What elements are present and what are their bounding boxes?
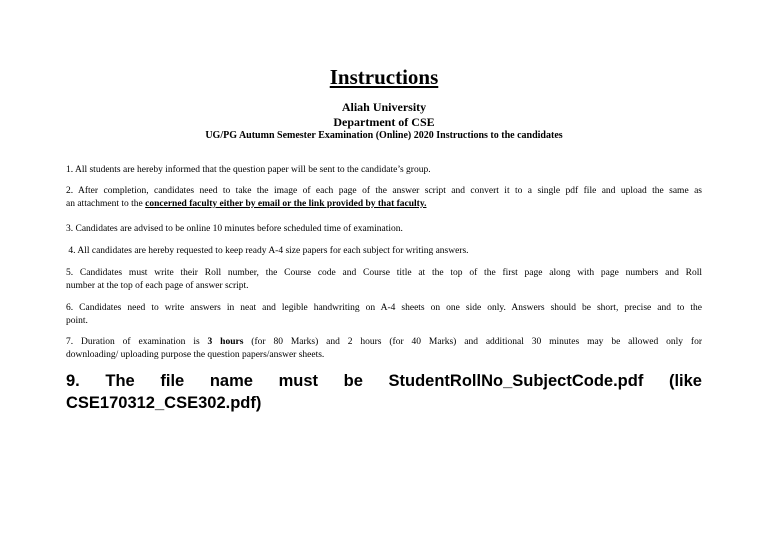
instruction-item-9-line-1: 9. The file name must be StudentRollNo_SubjectCode.pdf (like — [66, 372, 702, 390]
instruction-item-7-line-1 — [66, 336, 702, 349]
page-title: Instructions — [329, 65, 439, 89]
instruction-item-9 — [66, 370, 702, 414]
instruction-item-4-text: 4. All candidates are hereby requested to keep ready A-4 size papers for each subject for writing answers. — [66, 246, 469, 256]
department-name: Department of CSE — [333, 115, 435, 129]
instruction-item-1 — [66, 164, 702, 177]
university-name: Aliah University — [341, 100, 427, 114]
instruction-item-5-line-2: number at the top of each page of answer script. — [66, 281, 249, 291]
instruction-item-6 — [66, 302, 702, 328]
instruction-item-2-line-1: 2. After completion, candidates need to take the image of each page of the answer script and convert it to a single pdf file and upload the same as — [66, 186, 702, 196]
instruction-item-5-line-1: 5. Candidates must write their Roll number, the Course code and Course title at the top of the first page along with page numbers and Roll — [66, 268, 702, 278]
instruction-item-2-emphasis: concerned faculty either by email or the link provided by that faculty. — [145, 199, 427, 209]
instruction-item-7-prefix: 7. Duration of examination is — [66, 337, 208, 347]
instruction-item-5 — [66, 267, 702, 293]
instruction-item-2-prefix: an attachment to the — [66, 199, 146, 209]
instruction-item-7-line-2: downloading/ uploading purpose the question papers/answer sheets. — [66, 350, 325, 360]
instruction-item-6-line-1: 6. Candidates need to write answers in neat and legible handwriting on A-4 sheets on one side only. Answers should be short, precise and to the — [66, 303, 702, 313]
instruction-item-2-line-2 — [66, 199, 426, 209]
instruction-item-7-duration: 3 hours — [207, 337, 244, 347]
instruction-item-7-suffix: (for 80 Marks) and 2 hours (for 40 Marks) and additional 30 minutes may be allowed only for — [243, 337, 702, 347]
instruction-item-3-text: 3. Candidates are advised to be online 10 minutes before scheduled time of examination. — [66, 224, 403, 234]
instruction-item-3 — [66, 223, 702, 236]
instruction-item-2 — [66, 185, 702, 211]
instruction-item-9-line-2: CSE170312_CSE302.pdf) — [66, 394, 262, 412]
instruction-item-7 — [66, 336, 702, 362]
exam-heading: UG/PG Autumn Semester Examination (Online) 2020 Instructions to the candidates — [205, 130, 563, 141]
instruction-item-6-line-2: point. — [66, 316, 88, 326]
instruction-item-4 — [66, 245, 702, 258]
instruction-item-1-text: 1. All students are hereby informed that the question paper will be sent to the candidate’s group. — [66, 165, 431, 175]
